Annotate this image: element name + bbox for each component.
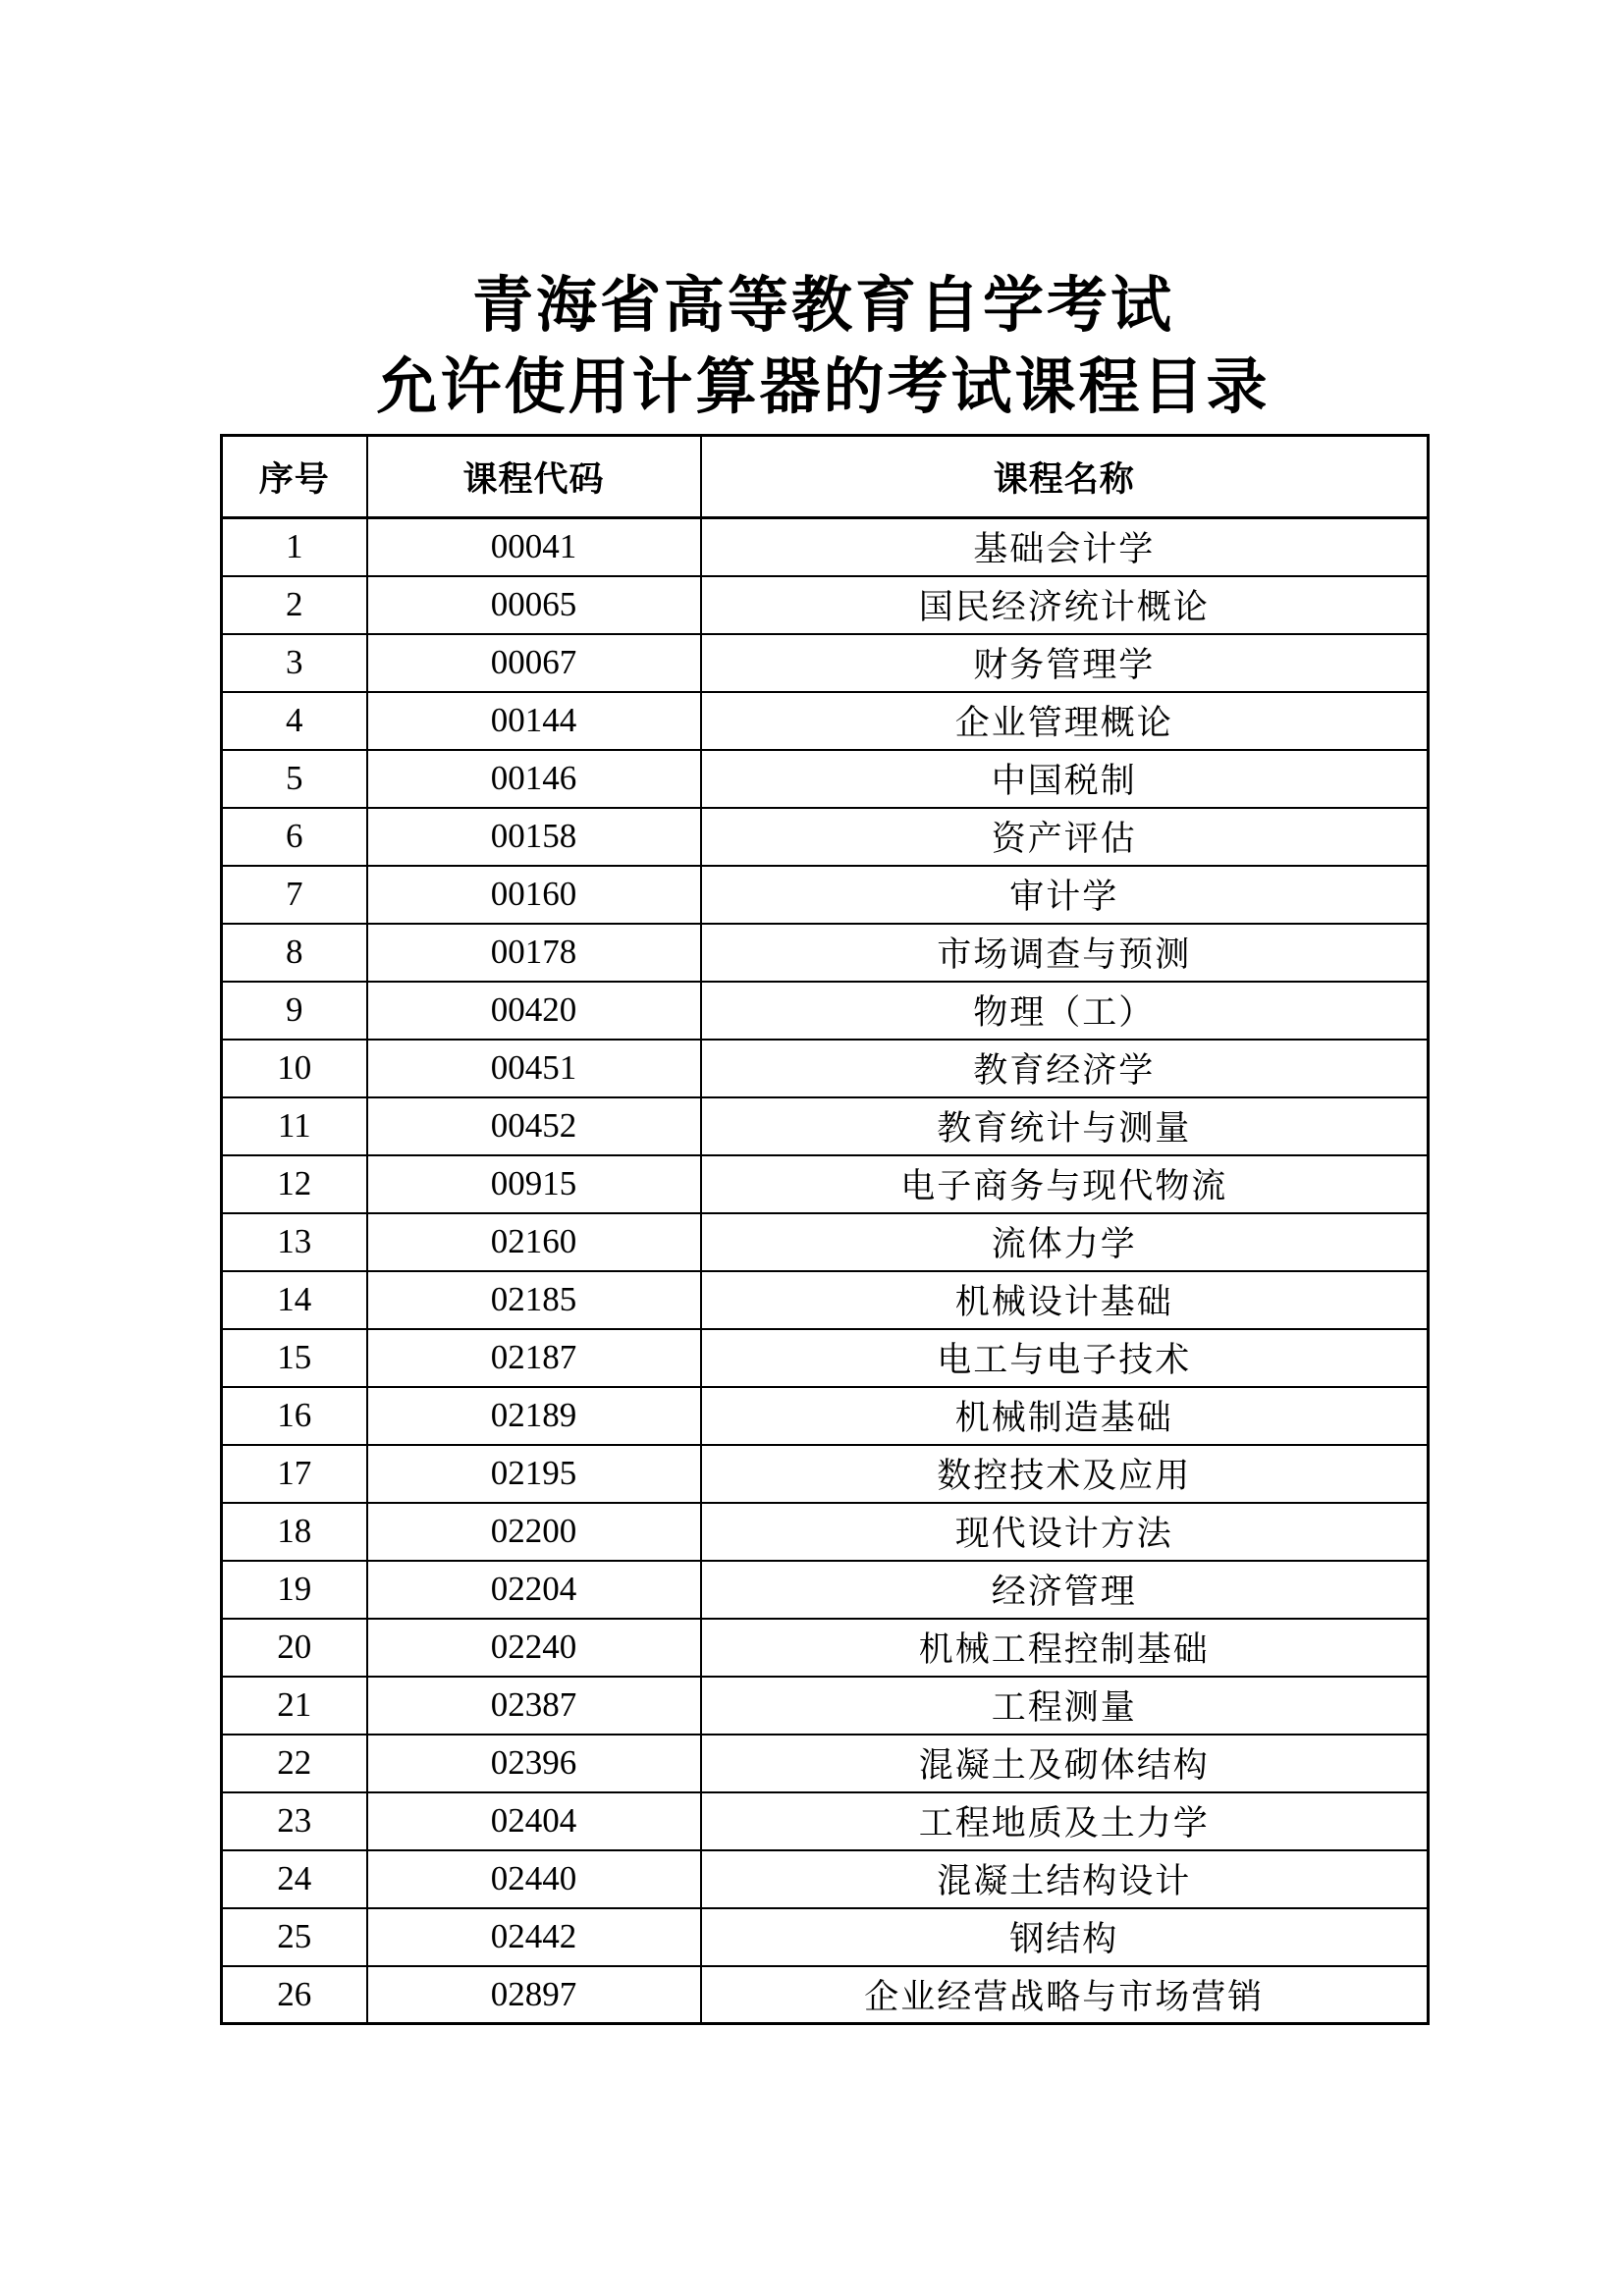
course-code-cell: 00178 (367, 924, 701, 982)
table-row (222, 808, 1429, 866)
row-index-cell: 26 (222, 1966, 367, 2024)
course-code-cell: 00160 (367, 866, 701, 924)
course-code-cell: 02240 (367, 1619, 701, 1677)
table-row (222, 1677, 1429, 1735)
table-row (222, 924, 1429, 982)
table-row (222, 866, 1429, 924)
course-name-cell: 教育统计与测量 (701, 1097, 1429, 1155)
course-name-cell: 基础会计学 (701, 518, 1429, 576)
course-code-cell: 00452 (367, 1097, 701, 1155)
course-code-cell: 00065 (367, 576, 701, 634)
course-code-cell: 02897 (367, 1966, 701, 2024)
course-name-cell: 机械工程控制基础 (701, 1619, 1429, 1677)
header-row (222, 436, 1429, 518)
row-index-cell: 3 (222, 634, 367, 692)
course-name-cell: 教育经济学 (701, 1040, 1429, 1097)
table-row (222, 1155, 1429, 1213)
table-row (222, 1792, 1429, 1850)
table-body (222, 518, 1429, 2024)
table-row (222, 750, 1429, 808)
course-name-cell: 混凝土及砌体结构 (701, 1735, 1429, 1792)
course-name-cell: 财务管理学 (701, 634, 1429, 692)
course-name-cell: 物理（工） (701, 982, 1429, 1040)
table-row (222, 634, 1429, 692)
table-row (222, 1735, 1429, 1792)
row-index-cell: 6 (222, 808, 367, 866)
course-name-cell: 混凝土结构设计 (701, 1850, 1429, 1908)
row-index-cell: 8 (222, 924, 367, 982)
course-code-cell: 02396 (367, 1735, 701, 1792)
course-table (220, 434, 1430, 2025)
course-name-cell: 经济管理 (701, 1561, 1429, 1619)
course-name-cell: 企业经营战略与市场营销 (701, 1966, 1429, 2024)
row-index-cell: 16 (222, 1387, 367, 1445)
table-row (222, 1619, 1429, 1677)
course-code-cell: 00420 (367, 982, 701, 1040)
course-code-cell: 00041 (367, 518, 701, 576)
course-code-cell: 00146 (367, 750, 701, 808)
course-code-cell: 02195 (367, 1445, 701, 1503)
course-name-cell: 企业管理概论 (701, 692, 1429, 750)
row-index-cell: 9 (222, 982, 367, 1040)
course-name-cell: 市场调查与预测 (701, 924, 1429, 982)
course-name-cell: 中国税制 (701, 750, 1429, 808)
table-row (222, 1097, 1429, 1155)
course-name-cell: 电子商务与现代物流 (701, 1155, 1429, 1213)
course-name-cell: 现代设计方法 (701, 1503, 1429, 1561)
course-code-cell: 02189 (367, 1387, 701, 1445)
table-row (222, 576, 1429, 634)
course-code-cell: 02204 (367, 1561, 701, 1619)
document-title (220, 266, 1427, 429)
table-row (222, 518, 1429, 576)
table-row (222, 1387, 1429, 1445)
course-name-cell: 机械设计基础 (701, 1271, 1429, 1329)
table-row (222, 1908, 1429, 1966)
course-code-cell: 02187 (367, 1329, 701, 1387)
table-row (222, 1445, 1429, 1503)
row-index-cell: 24 (222, 1850, 367, 1908)
title-line-2: 允许使用计算器的考试课程目录 (376, 354, 1271, 421)
course-code-cell: 02440 (367, 1850, 701, 1908)
row-index-cell: 10 (222, 1040, 367, 1097)
course-name-cell: 工程测量 (701, 1677, 1429, 1735)
course-name-cell: 钢结构 (701, 1908, 1429, 1966)
header-cell-code: 课程代码 (367, 436, 701, 518)
row-index-cell: 11 (222, 1097, 367, 1155)
table-row (222, 1850, 1429, 1908)
row-index-cell: 17 (222, 1445, 367, 1503)
row-index-cell: 20 (222, 1619, 367, 1677)
row-index-cell: 25 (222, 1908, 367, 1966)
course-name-cell: 电工与电子技术 (701, 1329, 1429, 1387)
course-name-cell: 国民经济统计概论 (701, 576, 1429, 634)
row-index-cell: 4 (222, 692, 367, 750)
row-index-cell: 18 (222, 1503, 367, 1561)
row-index-cell: 22 (222, 1735, 367, 1792)
course-name-cell: 资产评估 (701, 808, 1429, 866)
course-code-cell: 02160 (367, 1213, 701, 1271)
table-row (222, 1561, 1429, 1619)
table-row (222, 1503, 1429, 1561)
course-code-cell: 00144 (367, 692, 701, 750)
row-index-cell: 1 (222, 518, 367, 576)
header-cell-name: 课程名称 (701, 436, 1429, 518)
course-name-cell: 流体力学 (701, 1213, 1429, 1271)
course-code-cell: 00451 (367, 1040, 701, 1097)
table-row (222, 1040, 1429, 1097)
row-index-cell: 14 (222, 1271, 367, 1329)
row-index-cell: 23 (222, 1792, 367, 1850)
table-row (222, 1966, 1429, 2024)
course-code-cell: 02442 (367, 1908, 701, 1966)
course-name-cell: 数控技术及应用 (701, 1445, 1429, 1503)
table-row (222, 982, 1429, 1040)
row-index-cell: 7 (222, 866, 367, 924)
course-code-cell: 00915 (367, 1155, 701, 1213)
course-code-cell: 02387 (367, 1677, 701, 1735)
course-name-cell: 机械制造基础 (701, 1387, 1429, 1445)
row-index-cell: 21 (222, 1677, 367, 1735)
course-code-cell: 02200 (367, 1503, 701, 1561)
course-code-cell: 02404 (367, 1792, 701, 1850)
row-index-cell: 2 (222, 576, 367, 634)
table-row (222, 1213, 1429, 1271)
title-line-1: 青海省高等教育自学考试 (471, 273, 1174, 340)
course-name-cell: 工程地质及土力学 (701, 1792, 1429, 1850)
row-index-cell: 12 (222, 1155, 367, 1213)
table-row (222, 1329, 1429, 1387)
row-index-cell: 5 (222, 750, 367, 808)
course-code-cell: 00158 (367, 808, 701, 866)
course-code-cell: 02185 (367, 1271, 701, 1329)
table-row (222, 692, 1429, 750)
course-code-cell: 00067 (367, 634, 701, 692)
row-index-cell: 19 (222, 1561, 367, 1619)
header-cell-index: 序号 (222, 436, 367, 518)
table-row (222, 1271, 1429, 1329)
course-name-cell: 审计学 (701, 866, 1429, 924)
row-index-cell: 13 (222, 1213, 367, 1271)
row-index-cell: 15 (222, 1329, 367, 1387)
